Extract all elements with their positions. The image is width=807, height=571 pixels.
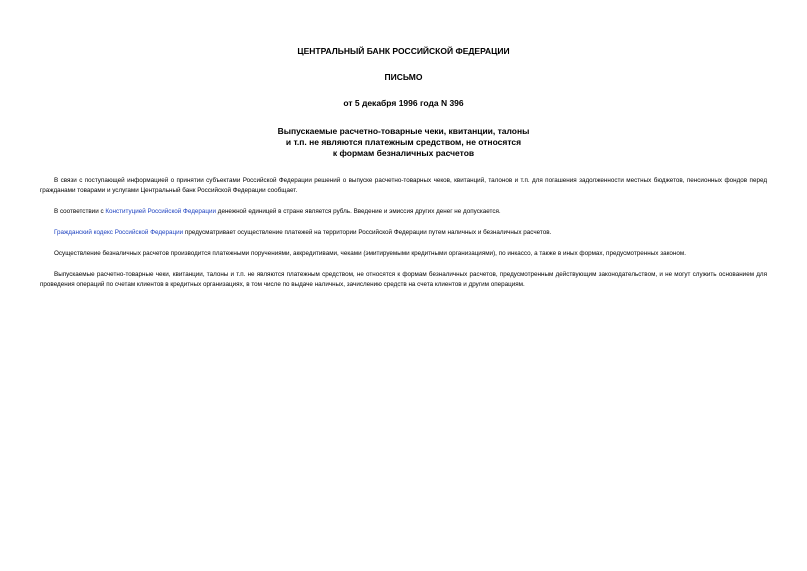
heading-line-2: и т.п. не являются платежным средством, не относятся bbox=[285, 137, 522, 147]
paragraph-3 bbox=[40, 228, 767, 238]
paragraph-4: Осуществление безналичных расчетов производится платежными поручениями, аккредитивами, чеками (эмитируемыми кредитными организациями), по инкассо, а также в иных формах, предусмотренных законом. bbox=[54, 250, 686, 257]
issuing-organization: ЦЕНТРАЛЬНЫЙ БАНК РОССИЙСКОЙ ФЕДЕРАЦИИ bbox=[297, 46, 510, 56]
paragraph-2 bbox=[40, 207, 767, 217]
document-heading bbox=[40, 126, 767, 159]
paragraph-2-text-before: В соответствии с bbox=[54, 208, 106, 215]
heading-line-1: Выпускаемые расчетно-товарные чеки, квитанции, талоны bbox=[277, 126, 530, 136]
paragraph-5: Выпускаемые расчетно-товарные чеки, квитанции, талоны и т.п. не являются платежным средством, не относятся к формам безналичных расчетов, предусмотренным действующим законодательством, и не могут служить основанием для проведения операций по счетам клиентов в кредитных организациях, в том числе по выдаче наличных, зачислению средств на счета клиентов и другим операциям. bbox=[40, 271, 767, 288]
paragraph-2-text-after: денежной единицей в стране является рубль. Введение и эмиссия других денег не допускается. bbox=[216, 208, 501, 215]
civil-code-link[interactable]: Гражданский кодекс Российской Федерации bbox=[54, 229, 184, 236]
constitution-link[interactable]: Конституцией Российской Федерации bbox=[105, 208, 217, 215]
paragraph-3-text-after: предусматривает осуществление платежей на территории Российской Федерации путем наличных и безналичных расчетов. bbox=[183, 229, 552, 236]
paragraph-1: В связи с поступающей информацией о принятии субъектами Российской Федерации решений о выпуске расчетно-товарных чеков, квитанций, талонов и т.п. для погашения задолженности местных бюджетов, пенсионных фондов перед гражданами товарами и услугами Центральный банк Российской Федерации сообщает. bbox=[40, 177, 767, 194]
document-body bbox=[40, 176, 767, 290]
document-type: ПИСЬМО bbox=[384, 72, 423, 82]
heading-line-3: к формам безналичных расчетов bbox=[332, 148, 475, 158]
document-date: от 5 декабря 1996 года N 396 bbox=[343, 98, 464, 108]
